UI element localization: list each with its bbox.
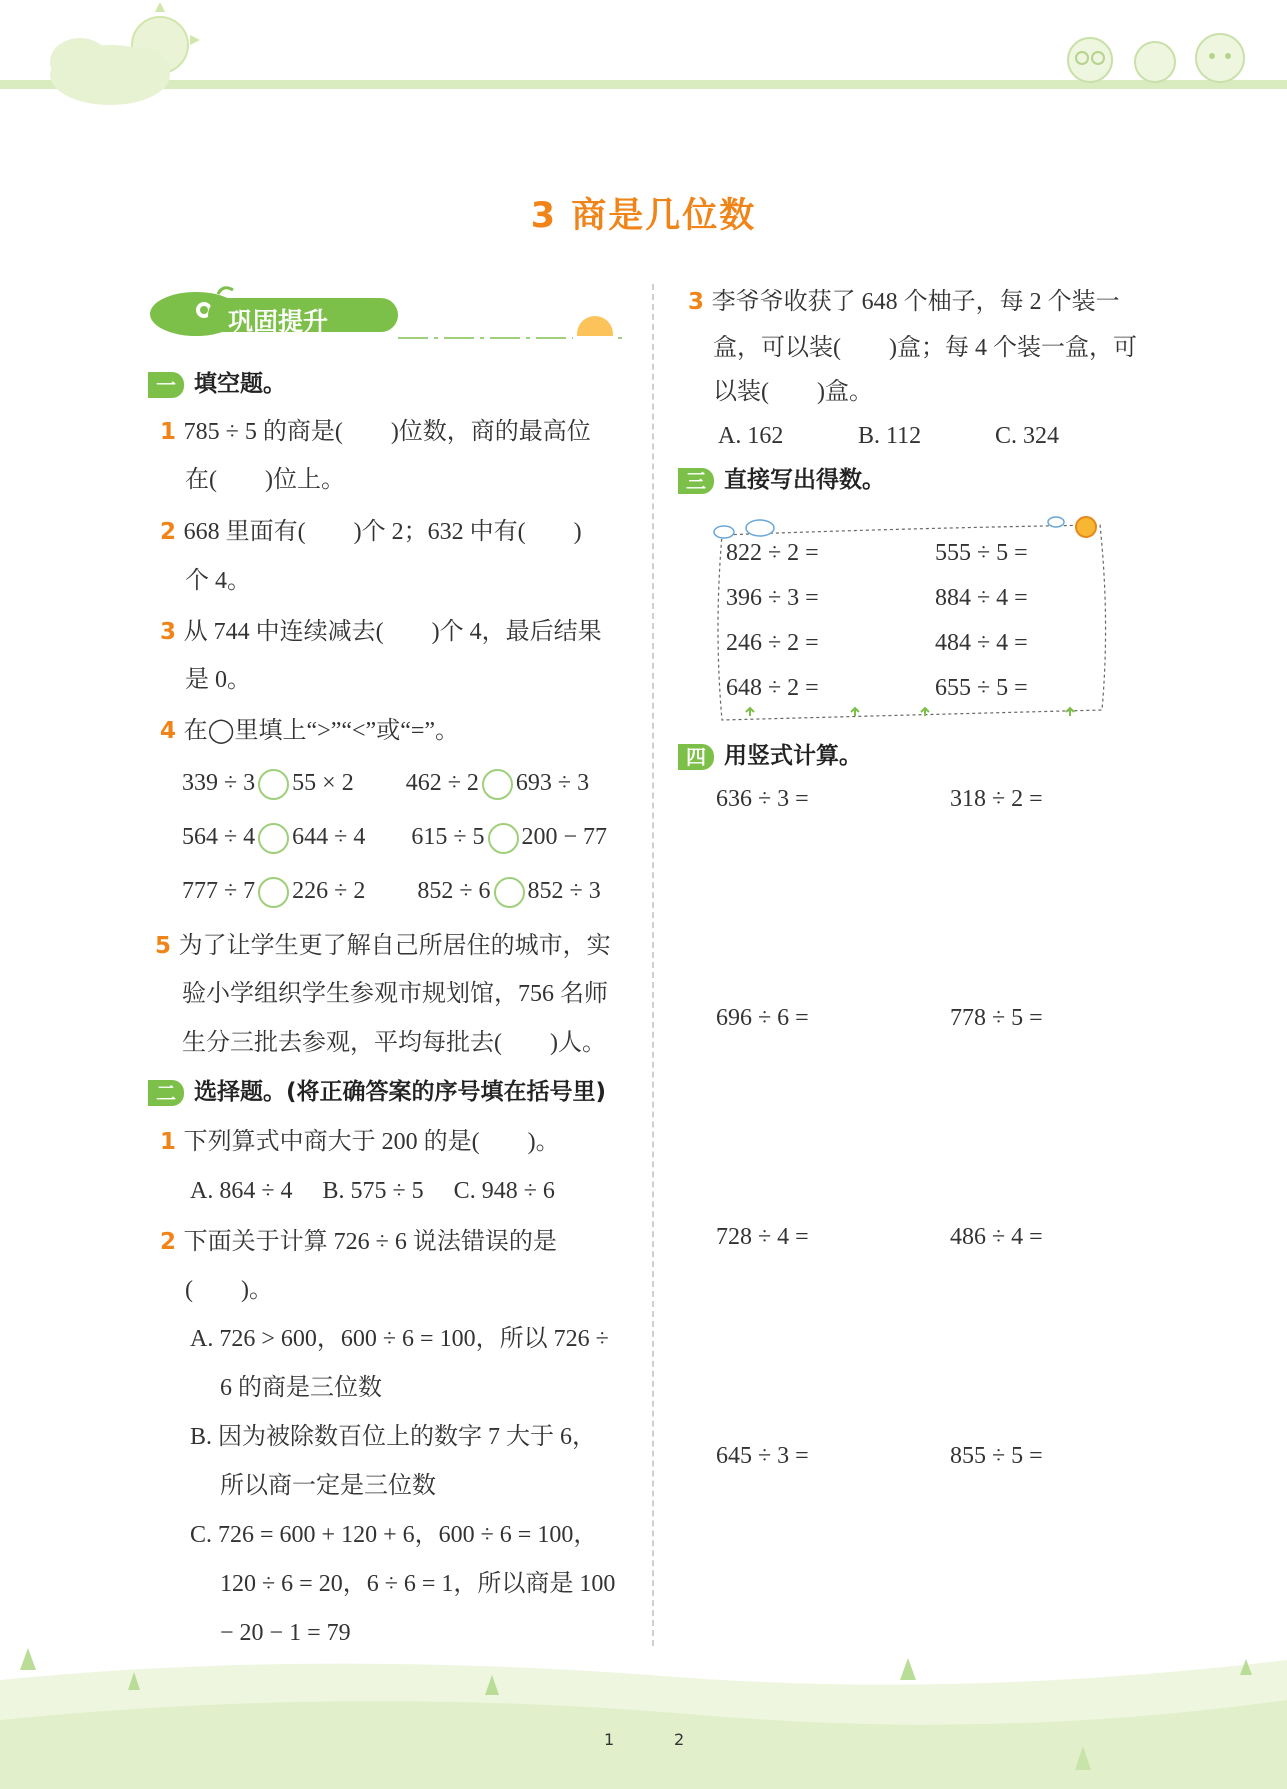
direct-problem: 396 ÷ 3 =	[726, 585, 819, 611]
choice-1	[160, 1126, 560, 1157]
vertical-problem: 486 ÷ 4 =	[950, 1224, 1043, 1250]
question-number: 1	[160, 1129, 177, 1155]
section-title: 选择题。(将正确答案的序号填在括号里)	[194, 1079, 607, 1105]
answer-circle[interactable]	[258, 769, 289, 800]
answer-circle[interactable]	[482, 769, 513, 800]
answer-circle[interactable]	[488, 823, 519, 854]
compare-row: 339 ÷ 3 55 × 2 462 ÷ 2 693 ÷ 3	[182, 768, 589, 800]
answer-circle[interactable]	[494, 877, 525, 908]
column-divider	[652, 284, 654, 1646]
vertical-problem: 855 ÷ 5 =	[950, 1443, 1043, 1469]
question-number: 5	[155, 933, 172, 959]
direct-problem: 555 ÷ 5 =	[935, 540, 1028, 566]
question-3	[160, 616, 602, 647]
page-title: 3 商是几位数	[530, 196, 757, 236]
option-c: C. 726 = 600 + 120 + 6，600 ÷ 6 = 100，	[190, 1522, 598, 1548]
question-text: 盒，可以装( )盒；每 4 个装一盒，可	[713, 335, 1137, 361]
compare-row: 564 ÷ 4 644 ÷ 4 615 ÷ 5 200 − 77	[182, 822, 607, 854]
section-title: 用竖式计算。	[724, 743, 862, 769]
question-1	[160, 416, 591, 447]
section-title: 填空题。	[194, 371, 286, 397]
option-a: A. 162	[718, 423, 784, 449]
option-b: 所以商一定是三位数	[220, 1473, 436, 1499]
section-badge: 四	[678, 744, 714, 770]
section-direct	[678, 464, 885, 495]
option-c: 120 ÷ 6 = 20，6 ÷ 6 = 1，所以商是 100	[220, 1571, 616, 1597]
question-number: 3	[160, 619, 177, 645]
section-badge: 三	[678, 468, 714, 494]
vertical-problem: 636 ÷ 3 =	[716, 786, 809, 812]
section-title: 直接写出得数。	[724, 467, 885, 493]
answer-circle[interactable]	[258, 877, 289, 908]
question-4	[160, 715, 459, 746]
direct-problem: 655 ÷ 5 =	[935, 675, 1028, 701]
question-text: 785 ÷ 5 的商是( )位数，商的最高位	[183, 419, 591, 445]
question-text: 为了让学生更了解自己所居住的城市，实	[178, 933, 611, 959]
direct-problem: 484 ÷ 4 =	[935, 630, 1028, 656]
question-text: 下面关于计算 726 ÷ 6 说法错误的是	[183, 1229, 557, 1255]
question-number: 2	[160, 1229, 177, 1255]
option-a: 6 的商是三位数	[220, 1375, 382, 1401]
choice-2	[160, 1226, 557, 1257]
question-text: 以装( )盒。	[713, 379, 873, 405]
question-text: 李爷爷收获了 648 个柚子，每 2 个装一	[711, 289, 1120, 315]
question-number: 1	[160, 419, 177, 445]
choice-options: A. 864 ÷ 4 B. 575 ÷ 5 C. 948 ÷ 6	[190, 1178, 555, 1204]
section-fill-blank	[148, 368, 286, 399]
hills-decoration	[0, 1640, 1287, 1789]
direct-problem: 246 ÷ 2 =	[726, 630, 819, 656]
vertical-problem: 778 ÷ 5 =	[950, 1005, 1043, 1031]
question-text: 下列算式中商大于 200 的是( )。	[183, 1129, 560, 1155]
option-c: C. 324	[995, 423, 1060, 449]
question-number: 3	[688, 289, 705, 315]
option-c: − 20 − 1 = 79	[220, 1620, 351, 1646]
vertical-problem: 645 ÷ 3 =	[716, 1443, 809, 1469]
vertical-problem: 318 ÷ 2 =	[950, 786, 1043, 812]
banner-decoration	[148, 282, 628, 342]
direct-problem: 648 ÷ 2 =	[726, 675, 819, 701]
question-text: 在( )位上。	[185, 467, 345, 493]
answer-circle[interactable]	[258, 823, 289, 854]
question-text: 生分三批去参观，平均每批去( )人。	[182, 1030, 606, 1056]
option-b: B. 因为被除数百位上的数字 7 大于 6，	[190, 1424, 597, 1450]
choice-3	[688, 286, 1120, 317]
option-a: A. 726 > 600，600 ÷ 6 = 100，所以 726 ÷	[190, 1326, 609, 1352]
direct-problem: 822 ÷ 2 =	[726, 540, 819, 566]
animal-faces-decoration	[1060, 20, 1260, 90]
question-text: 验小学组织学生参观市规划馆，756 名师	[182, 981, 608, 1007]
section-choice	[148, 1076, 606, 1107]
page-number-left: 1	[604, 1730, 615, 1749]
cloud-sun-decoration	[10, 0, 210, 115]
vertical-problem: 696 ÷ 6 =	[716, 1005, 809, 1031]
question-5	[155, 930, 611, 961]
section-badge: 二	[148, 1080, 184, 1106]
compare-row: 777 ÷ 7 226 ÷ 2 852 ÷ 6 852 ÷ 3	[182, 876, 601, 908]
page-number-right: 2	[674, 1730, 685, 1749]
banner-title: 巩固提升	[228, 307, 329, 336]
question-text: 668 里面有( )个 2；632 中有( )	[183, 519, 582, 545]
question-text: ( )。	[185, 1277, 273, 1303]
question-number: 4	[160, 718, 177, 744]
option-b: B. 112	[858, 423, 922, 449]
question-text: 是 0。	[185, 667, 251, 693]
question-2	[160, 516, 582, 547]
vertical-problem: 728 ÷ 4 =	[716, 1224, 809, 1250]
question-text: 在◯里填上“>”“<”或“=”。	[183, 718, 460, 744]
section-vertical	[678, 740, 862, 771]
section-badge: 一	[148, 372, 184, 398]
question-text: 个 4。	[185, 568, 251, 594]
question-text: 从 744 中连续减去( )个 4，最后结果	[183, 619, 602, 645]
question-number: 2	[160, 519, 177, 545]
direct-problem: 884 ÷ 4 =	[935, 585, 1028, 611]
